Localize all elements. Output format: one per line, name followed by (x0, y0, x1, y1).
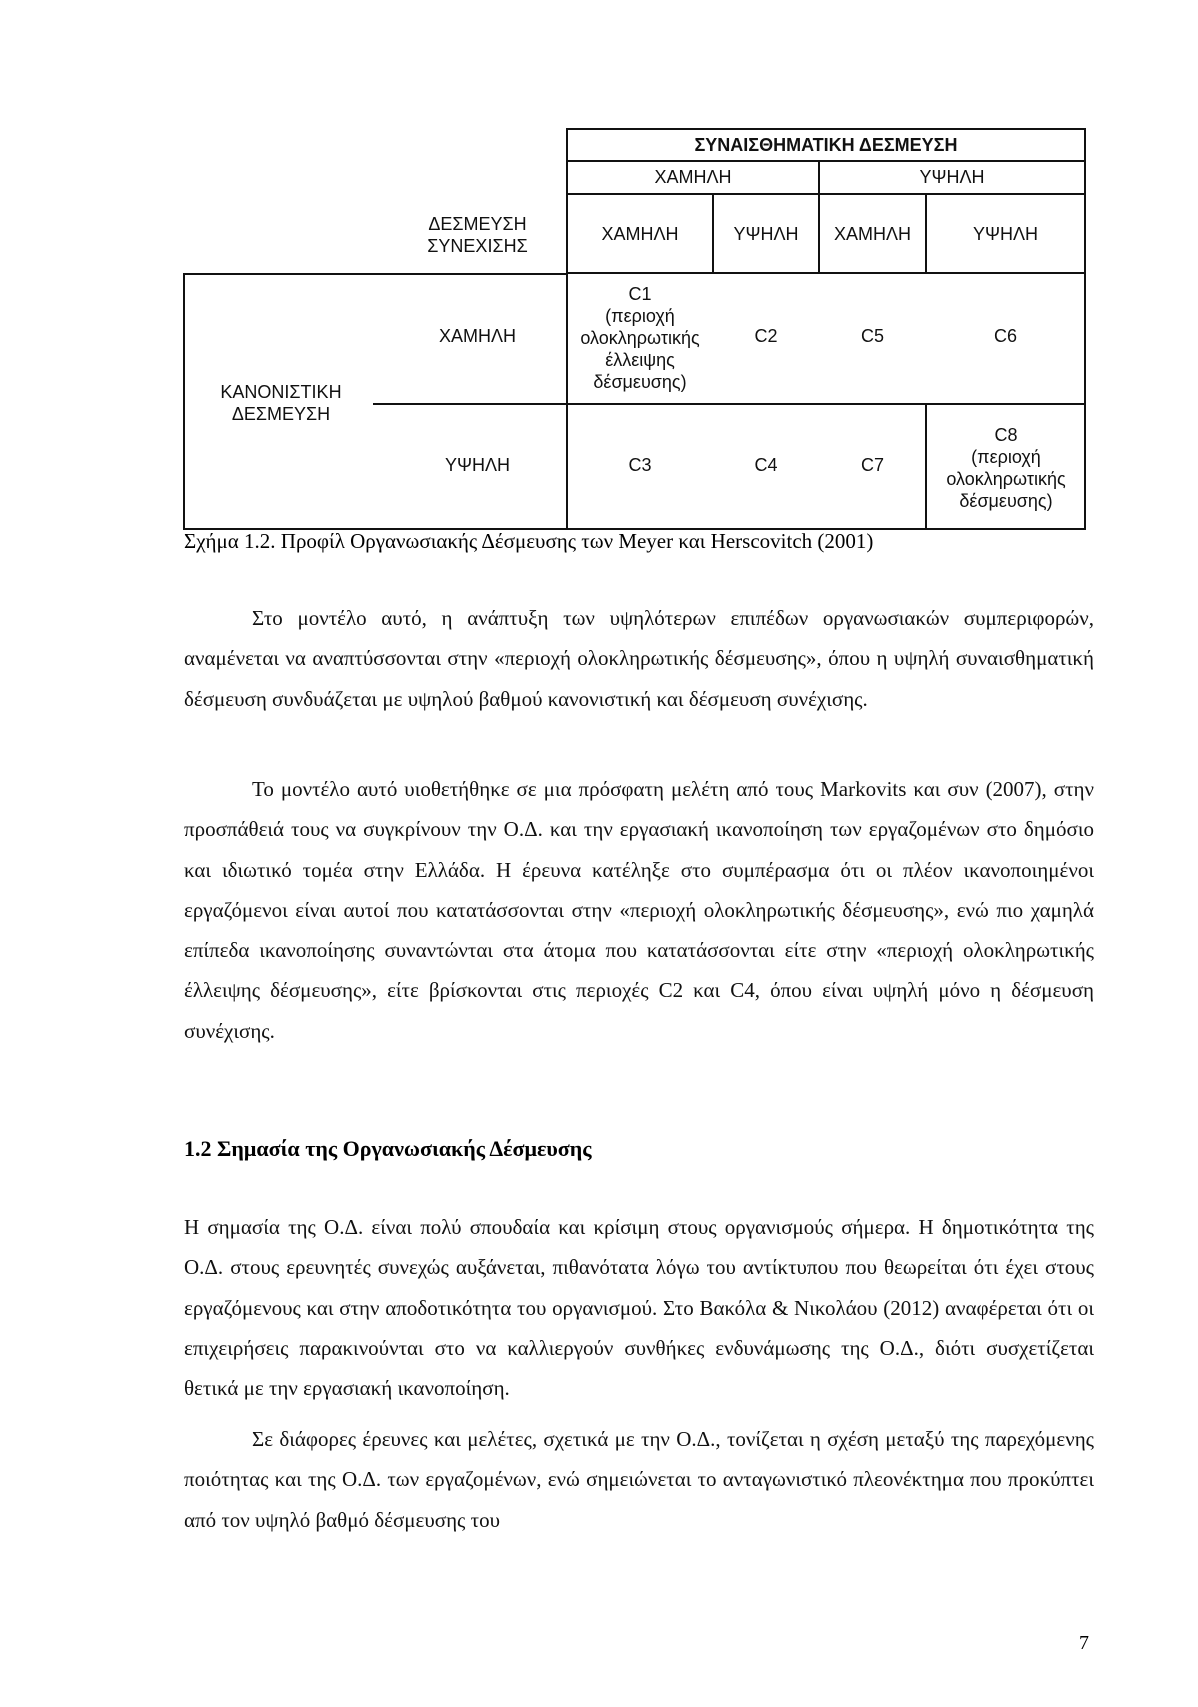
cell-c2: C2 (754, 326, 778, 346)
cell-c4: C4 (754, 455, 778, 475)
sub-header-high-2: ΥΨΗΛΗ (972, 223, 1039, 244)
continuance-commitment-label: ΔΕΣΜΕΥΣΗ ΣΥΝΕΧΙΣΗΣ (427, 214, 528, 256)
affective-high-header: ΥΨΗΛΗ (919, 167, 985, 187)
sub-header-high-1: ΥΨΗΛΗ (733, 223, 799, 244)
sub-header-low-1: ΧΑΜΗΛΗ (601, 223, 679, 244)
paragraph-3: Η σημασία της Ο.Δ. είναι πολύ σπουδαία και κρίσιμη στους οργανισμούς σήμερα. Η δημοτικότητα της Ο.Δ. στους ερευνητές συνεχώς αυξάνεται, πιθανότατα λόγω του αντίκτυπου που θεωρείται ότι έχει στους εργαζόμενους και στην αποδοτικότητα του οργανισμού. Στο Βακόλα & Νικολάου (2012) αναφέρεται ότι οι επιχειρήσεις παρακινούνται στο να καλλιεργούν συνθήκες ενδυνάμωσης της Ο.Δ., διότι συσχετίζεται θετικά με την εργασιακή ικανοποίηση. (184, 1215, 1094, 1401)
paragraph-1: Στο μοντέλο αυτό, η ανάπτυξη των υψηλότερων επιπέδων οργανωσιακών συμπεριφορών, αναμένεται να αναπτύσσονται στην «περιοχή ολοκληρωτικής δέσμευσης», όπου η υψηλή συναισθηματική δέσμευση συνδυάζεται με υψηλού βαθμού κανονιστική και δέσμευση συνέχισης. (184, 606, 1094, 711)
row-high-label: ΥΨΗΛΗ (444, 455, 511, 475)
cell-c1 (572, 278, 708, 398)
row-low-label: ΧΑΜΗΛΗ (438, 326, 517, 346)
section-heading: 1.2 Σημασία της Οργανωσιακής Δέσμευσης (184, 1136, 592, 1161)
affective-commitment-header: ΣΥΝΑΙΣΘΗΜΑΤΙΚΗ ΔΕΣΜΕΥΣΗ (694, 134, 958, 155)
paragraph-2: Το μοντέλο αυτό υιοθετήθηκε σε μια πρόσφατη μελέτη από τους Markovits και συν (2007), στην προσπάθειά τους να συγκρίνουν την Ο.Δ. και την εργασιακή ικανοποίηση των εργαζομένων στο δημόσιο και ιδιωτικό τομέα στην Ελλάδα. Η έρευνα κατέληξε στο συμπέρασμα ότι οι πλέον ικανοποιημένοι εργαζόμενοι είναι αυτοί που κατατάσσονται στην «περιοχή ολοκληρωτικής δέσμευσης», ενώ πιο χαμηλά επίπεδα ικανοποίησης συναντώνται στα άτομα που κατατάσσονται είτε στην «περιοχή ολοκληρωτικής έλλειψης δέσμευσης», είτε βρίσκονται στις περιοχές C2 και C4, όπου είναι υψηλή μόνο η δέσμευση συνέχισης. (184, 777, 1094, 1043)
affective-low-header: ΧΑΜΗΛΗ (654, 167, 732, 187)
paragraph-4: Σε διάφορες έρευνες και μελέτες, σχετικά με την Ο.Δ., τονίζεται η σχέση μεταξύ της παρεχόμενης ποιότητας και της Ο.Δ. των εργαζομένων, ενώ σημειώνεται το ανταγωνιστικό πλεονέκτημα που προκύπτει από τον υψηλό βαθμό δέσμευσης του (184, 1427, 1094, 1532)
cell-c6: C6 (993, 326, 1017, 346)
cell-c5: C5 (860, 326, 884, 346)
cell-c1-note: (περιοχή ολοκληρωτικής έλλειψης δέσμευσης) (580, 306, 700, 392)
cell-c8-note: (περιοχή ολοκληρωτικής δέσμευσης) (946, 447, 1066, 511)
figure-caption: Σχήμα 1.2. Προφίλ Οργανωσιακής Δέσμευσης των Meyer και Herscovitch (2001) (184, 529, 874, 553)
cell-c8-title: C8 (994, 425, 1018, 445)
cell-c7: C7 (860, 455, 884, 475)
sub-header-low-2: ΧΑΜΗΛΗ (833, 223, 912, 244)
divider-line (373, 403, 1084, 405)
divider-line (925, 403, 927, 529)
divider-line (566, 272, 1084, 274)
cell-c3: C3 (628, 455, 652, 475)
cell-c8 (930, 410, 1082, 526)
normative-commitment-label: ΚΑΝΟΝΙΣΤΙΚΗ ΔΕΣΜΕΥΣΗ (220, 382, 342, 424)
cell-c1-title: C1 (628, 284, 652, 304)
page-number: 7 (1079, 1632, 1089, 1654)
